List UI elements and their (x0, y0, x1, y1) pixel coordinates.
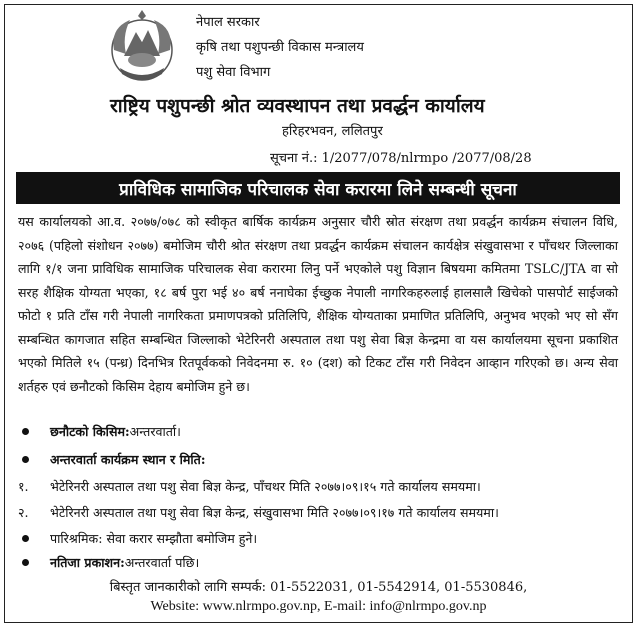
result-label: नतिजा प्रकाशन: (50, 555, 125, 570)
venue-2-number: २. (18, 505, 29, 520)
bullet-dot-icon (22, 559, 29, 566)
notice-body-paragraph: यस कार्यालयको आ.व. २०७७/०७८ को स्वीकृत बार्षिक कार्यक्रम अनुसार चौरी स्रोत संरक्षण तथा प्रवर्द्धन कार्यक्रम संचालन विधि, २०७६ (पहिलो संशोधन २०७७) बमोजिम चौरी श्रोत संरक्षण तथा प्रवर्द्धन कार्यक्रम संचालन कार्यक्षेत्र संखुवासभा र पाँचथर जिल्लाका लागि १/१ जना प्राविधिक सामाजिक परिचालक सेवा करारमा लिनु पर्ने भएकोले पशु विज्ञान बिषयमा कमितमा TSLC/JTA वा सो सरह शैक्षिक योग्यता भएका, १८ बर्ष पुरा भई ४० बर्ष ननाघेका ईच्छुक नेपाली नागरिकहरुलाई हालसालै खिचेको पासपोर्ट साईजको फोटो १ प्रति टाँस गरी नेपाली नागरिकता प्रमाणपत्रको प्रतिलिपि, शैक्षिक योग्यताका प्रमाणित प्रतिलिपि, अनुभव भएको भए सो सँग सम्बन्धित कागजात सहित सम्बन्धित जिल्लाको भेटेरिनरी अस्पताल तथा पशु सेवा बिज्ञ केन्द्रमा वा यस कार्यालयमा सूचना प्रकाशित भएको मितिले १५ (पन्ध्र) दिनभित्र रितपूर्वकको निवेदनमा रु. १० (दश) को टिकट टाँस गरी निवेदन आव्हान गरिएको छ। अन्य सेवा शर्तहरु एवं छनौटको किसिम देहाय बमोजिम हुने छ। (18, 214, 618, 394)
notice-title-bar (16, 172, 620, 204)
list-item-result (18, 554, 199, 571)
contact-web-email: Website: www.nlrmpo.gov.np, E-mail: info@nlrmpo.gov.np (150, 599, 487, 614)
result-value: अन्तरवार्ता पछि। (124, 555, 200, 570)
interview-label: अन्तरवार्ता कार्यक्रम स्थान र मिति: (50, 452, 206, 467)
selection-value: अन्तरवार्ता। (129, 424, 181, 439)
venue-1-text: भेटेरिनरी अस्पताल तथा पशु सेवा बिज्ञ केन्द्र, पाँचथर मिति २०७७।०९।१५ गते कार्यालय समयमा। (50, 479, 481, 494)
government-name: नेपाल सरकार (196, 15, 260, 30)
list-item-remuneration (18, 530, 257, 547)
venue-2-text: भेटेरिनरी अस्पताल तथा पशु सेवा बिज्ञ केन्द्र, संखुवासभा मिति २०७७।०९।१७ गते कार्यालय समयमा। (50, 505, 499, 520)
contact-phones: बिस्तृत जानकारीको लागि सम्पर्क: 01-5522031, 01-5542914, 01-5530846, (109, 580, 528, 595)
ministry-name: कृषि तथा पशुपन्छी विकास मन्त्रालय (196, 40, 364, 55)
office-name: राष्ट्रिय पशुपन्छी श्रोत व्यवस्थापन तथा प्रवर्द्धन कार्यालय (110, 95, 485, 117)
list-item-venue-1 (18, 478, 481, 495)
notice-title: प्राविधिक सामाजिक परिचालक सेवा करारमा लिने सम्बन्धी सूचना (119, 179, 517, 200)
remuneration-text: पारिश्रमिक: सेवा करार सम्झौता बमोजिम हुने। (50, 531, 258, 546)
bullet-dot-icon (22, 456, 29, 463)
selection-label: छनौटको किसिम: (50, 424, 130, 439)
reference-number: सूचना नं.: 1/2077/078/nlrmpo /2077/08/28 (270, 151, 532, 166)
list-item-selection (18, 423, 181, 440)
bullet-dot-icon (22, 428, 29, 435)
venue-1-number: १. (18, 479, 29, 494)
department-name: पशु सेवा विभाग (196, 65, 271, 80)
nepal-government-emblem-icon (100, 10, 184, 84)
list-item-interview (18, 451, 206, 468)
bullet-dot-icon (22, 535, 29, 542)
list-item-venue-2 (18, 504, 499, 521)
office-address: हरिहरभवन, ललितपुर (282, 124, 383, 139)
